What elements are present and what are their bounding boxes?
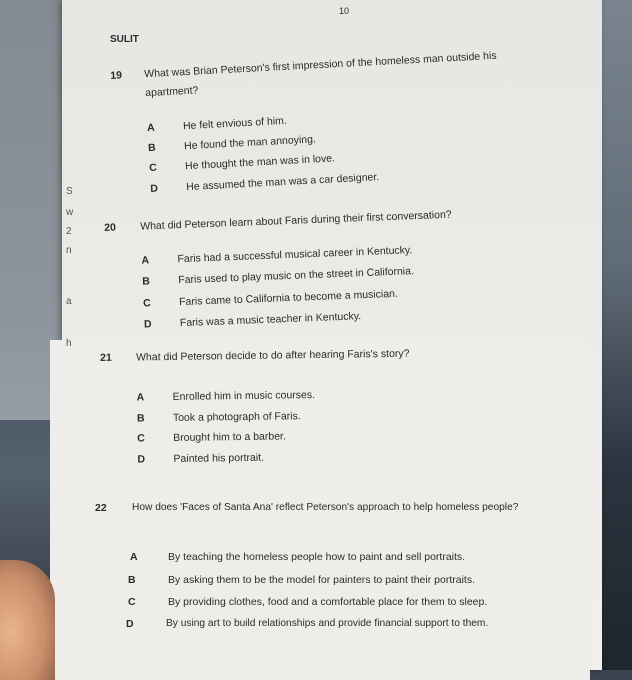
- question-number: 20: [104, 221, 117, 234]
- finger: [0, 560, 55, 680]
- stray-mark: w: [66, 207, 74, 218]
- option-text: He assumed the man was a car designer.: [185, 171, 380, 194]
- option-text: Faris was a music teacher in Kentucky.: [179, 310, 362, 330]
- question-number: 19: [110, 69, 123, 82]
- stray-mark: h: [66, 338, 72, 349]
- option-letter: C: [148, 161, 158, 175]
- option-letter: A: [141, 254, 150, 267]
- option-text: He thought the man was in love.: [184, 152, 336, 173]
- stray-mark: a: [66, 296, 72, 307]
- stray-mark: n: [66, 245, 72, 256]
- option-text: He felt envious of him.: [182, 114, 288, 133]
- page-number: 10: [339, 6, 350, 16]
- question-stem: How does 'Faces of Santa Ana' reflect Peterson's approach to help homeless people?: [132, 502, 519, 513]
- option-text: By providing clothes, food and a comfortable place for them to sleep.: [168, 596, 488, 608]
- question-number: 21: [100, 351, 112, 364]
- option-text: By asking them to be the model for painters to paint their portraits.: [168, 574, 475, 586]
- option-text: Took a photograph of Faris.: [172, 410, 301, 424]
- option-text: He found the man annoying.: [183, 133, 317, 153]
- option-letter: B: [136, 412, 145, 425]
- stray-mark: 2: [66, 226, 72, 237]
- option-text: By using art to build relationships and provide financial support to them.: [166, 618, 489, 629]
- question-number: 22: [95, 502, 107, 514]
- option-text: Brought him to a barber.: [173, 430, 286, 444]
- option-text: By teaching the homeless people how to paint and sell portraits.: [168, 551, 466, 563]
- stray-mark: S: [66, 186, 73, 197]
- option-letter: A: [146, 121, 155, 135]
- header-label: SULIT: [110, 34, 139, 45]
- option-letter: C: [142, 297, 151, 310]
- question-stem: What did Peterson decide to do after hearing Faris's story?: [135, 347, 410, 364]
- option-letter: D: [149, 182, 159, 196]
- option-text: Enrolled him in music courses.: [172, 389, 316, 403]
- option-text: Painted his portrait.: [173, 451, 265, 465]
- option-text: Faris used to play music on the street in California.: [178, 265, 415, 287]
- question-stem: apartment?: [144, 84, 199, 100]
- question-stem: What did Peterson learn about Faris during their first conversation?: [139, 208, 452, 233]
- option-text: Faris had a successful musical career in Kentucky.: [177, 244, 413, 266]
- option-letter: D: [126, 618, 134, 630]
- option-letter: A: [136, 391, 145, 404]
- option-letter: A: [130, 551, 138, 563]
- question-stem: What was Brian Peterson's first impression of the homeless man outside his: [143, 49, 497, 81]
- option-letter: C: [128, 596, 136, 608]
- option-letter: B: [147, 141, 157, 155]
- option-letter: B: [128, 574, 136, 586]
- option-letter: D: [137, 453, 146, 466]
- option-letter: D: [143, 318, 152, 331]
- option-text: Faris came to California to become a musician.: [178, 287, 399, 309]
- option-letter: C: [137, 432, 145, 445]
- option-letter: B: [142, 275, 151, 288]
